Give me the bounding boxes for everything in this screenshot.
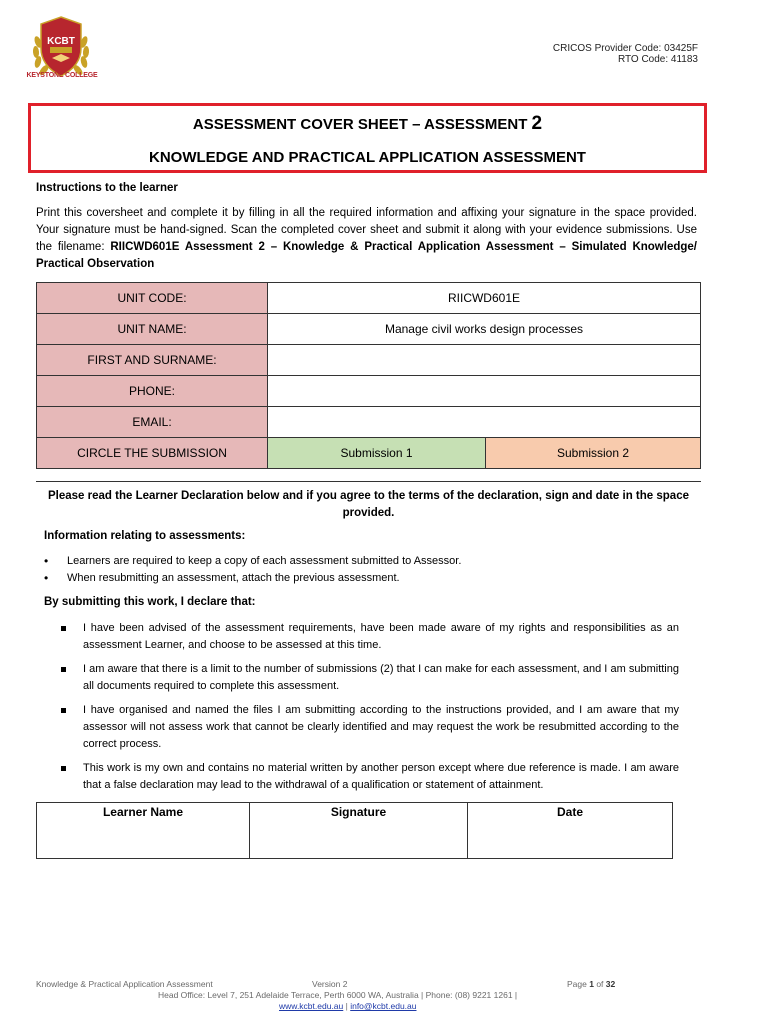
email-link[interactable]: info@kcbt.edu.au — [350, 1001, 417, 1011]
page-title — [31, 113, 704, 135]
phone-label: PHONE: — [37, 376, 268, 407]
table-row — [37, 283, 701, 314]
name-field[interactable] — [268, 345, 701, 376]
list-item: I have been advised of the assessment requirements, have been made aware of my rights and responsibilities as an assessment Learner, and choose to be assessed at this time. — [60, 620, 679, 654]
unit-name-value: Manage civil works design processes — [268, 314, 701, 345]
table-row — [37, 376, 701, 407]
filename: RIICWD601E Assessment 2 – Knowledge & Practical Application Assessment – Simulated Knowledge/ Practical Observation — [36, 241, 697, 270]
signature-table — [36, 802, 673, 859]
page-total: 32 — [605, 979, 616, 989]
footer-doc-name: Knowledge & Practical Application Assessment — [36, 979, 213, 989]
website-link[interactable]: www.kcbt.edu.au — [279, 1001, 344, 1011]
footer-address: Head Office: Level 7, 251 Adelaide Terrace, Perth 6000 WA, Australia | Phone: (08) 9221 1261 | — [158, 990, 518, 1000]
email-label: EMAIL: — [37, 407, 268, 438]
page-prefix: Page — [567, 979, 590, 989]
declaration-notice: Please read the Learner Declaration below and if you agree to the terms of the declaration, sign and date in the space provided. — [48, 490, 689, 519]
footer-links — [279, 1001, 417, 1011]
instructions-body — [36, 205, 697, 273]
table-row — [37, 345, 701, 376]
list-item: I have organised and named the files I am submitting according to the instructions provided, and I am aware that my assessor will not assess work that cannot be clearly identified and may request the work be resubmitted according to the correct process. — [60, 702, 679, 753]
instructions-heading: Instructions to the learner — [36, 182, 178, 194]
info-heading: Information relating to assessments: — [44, 530, 246, 542]
date-cell[interactable]: Date — [468, 803, 673, 859]
unit-code-label: UNIT CODE: — [37, 283, 268, 314]
footer-page-number — [567, 979, 615, 989]
declare-list — [60, 620, 679, 801]
learner-info-table — [36, 282, 701, 469]
footer-version: Version 2 — [312, 979, 348, 989]
info-list — [44, 553, 684, 587]
unit-name-label: UNIT NAME: — [37, 314, 268, 345]
page-subtitle: KNOWLEDGE AND PRACTICAL APPLICATION ASSESSMENT — [149, 149, 586, 166]
instructions-text: Print this coversheet and complete it by filling in all the required information and affixing your signature in the space provided. Your signature must be hand-signed. Scan the completed cover sheet and submit it along with your evidence submissions. Use the filename: — [36, 207, 697, 253]
list-item: • Learners are required to keep a copy of each assessment submitted to Assessor. — [44, 553, 684, 570]
declare-heading: By submitting this work, I declare that: — [44, 596, 256, 608]
list-item: I am aware that there is a limit to the number of submissions (2) that I can make for each assessment, and I am submitting all documents required to complete this assessment. — [60, 661, 679, 695]
page-of: of — [593, 979, 606, 989]
name-label: FIRST AND SURNAME: — [37, 345, 268, 376]
list-item: This work is my own and contains no material written by another person except where due reference is made. I am aware that a false declaration may lead to the withdrawal of a qualification or statement of attainment. — [60, 760, 679, 794]
link-separator: | — [343, 1001, 351, 1011]
submission-label: CIRCLE THE SUBMISSION — [37, 438, 268, 469]
table-row — [37, 803, 673, 859]
table-row — [37, 438, 701, 469]
provider-codes — [553, 43, 698, 65]
rto-code: RTO Code: 41183 — [617, 54, 698, 65]
submission-2-option[interactable]: Submission 2 — [486, 438, 701, 469]
signature-cell[interactable]: Signature — [250, 803, 468, 859]
divider — [36, 481, 701, 482]
title-text: ASSESSMENT COVER SHEET – ASSESSMENT — [192, 116, 528, 133]
submission-1-option[interactable]: Submission 1 — [268, 438, 486, 469]
unit-code-value: RIICWD601E — [268, 283, 701, 314]
email-field[interactable] — [268, 407, 701, 438]
title-box — [28, 103, 707, 173]
logo-abbr: KCBT — [47, 36, 75, 47]
table-row — [37, 407, 701, 438]
table-row — [37, 314, 701, 345]
page-current: 1 — [589, 979, 594, 989]
cricos-code: CRICOS Provider Code: 03425F — [552, 43, 698, 54]
assessment-number: 2 — [531, 113, 543, 134]
phone-field[interactable] — [268, 376, 701, 407]
list-item: • When resubmitting an assessment, attach the previous assessment. — [44, 570, 684, 587]
learner-name-cell[interactable]: Learner Name — [37, 803, 250, 859]
college-name: KEYSTONE COLLEGE — [26, 72, 98, 79]
